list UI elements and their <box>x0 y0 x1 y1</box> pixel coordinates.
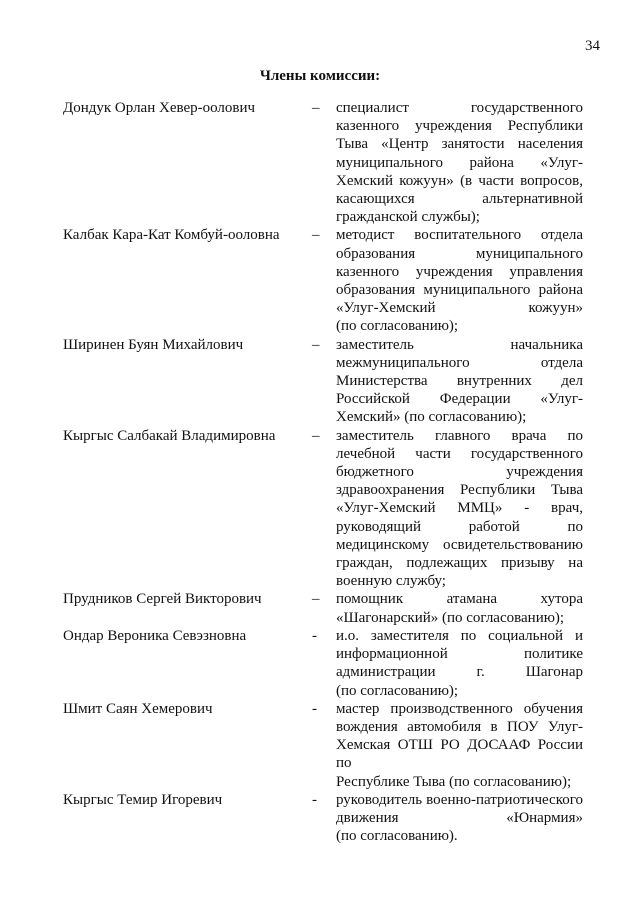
member-entry <box>63 336 583 427</box>
member-dash: - <box>312 791 317 808</box>
member-role <box>336 590 583 626</box>
member-entry <box>63 99 583 226</box>
member-role-line: (по согласованию); <box>336 682 459 699</box>
member-role-line: «Улуг-Хемский ММЦ» - врач, <box>336 500 583 517</box>
member-role-line: информационной политике <box>336 646 583 663</box>
member-role-line: вождения автомобиля в ПОУ Улуг- <box>336 718 583 735</box>
member-role-line: бюджетного учреждения <box>336 464 583 481</box>
member-dash: – <box>312 100 320 116</box>
member-role-line: и.о. заместителя по социальной и <box>336 627 583 644</box>
member-entry <box>63 427 583 591</box>
member-role-line: касающихся альтернативной <box>336 191 583 208</box>
member-role-line: межмуниципального отдела <box>336 354 583 371</box>
member-role-line: Хемская ОТШ РО ДОСААФ России по <box>336 737 583 772</box>
member-role-line: Хемский кожуун» (в части вопросов, <box>336 172 583 189</box>
member-role-line: казенного учреждения Республики <box>336 118 583 135</box>
member-role-line: «Шагонарский» (по согласованию); <box>336 609 565 626</box>
member-role-line: специалист государственного <box>336 100 583 116</box>
member-role-line: казенного учреждения управления <box>336 263 583 280</box>
member-dash: – <box>312 336 320 353</box>
member-entry <box>63 627 583 700</box>
member-role-line: заместитель главного врача по <box>336 427 583 444</box>
member-role-line: «Улуг-Хемский кожуун» <box>336 300 583 317</box>
member-role-line: Хемский» (по согласованию); <box>336 409 527 426</box>
member-name: Шмит Саян Хемерович <box>63 700 213 717</box>
member-entry <box>63 791 583 846</box>
member-role <box>336 627 583 700</box>
member-name: Кыргыс Салбакай Владимировна <box>63 427 276 444</box>
member-role-line: мастер производственного обучения <box>336 700 583 717</box>
member-role <box>336 99 583 226</box>
member-role-line: руководящий работой по <box>336 518 583 535</box>
member-role <box>336 791 583 846</box>
member-name: Ширинен Буян Михайлович <box>63 336 244 353</box>
member-role-line: (по согласованию); <box>336 318 459 335</box>
page-number: 34 <box>585 38 600 54</box>
member-entry <box>63 700 583 791</box>
member-role <box>336 336 583 427</box>
member-role <box>336 427 583 591</box>
member-name: Дондук Орлан Хевер-оолович <box>63 100 256 116</box>
member-role-line: муниципального района «Улуг- <box>336 154 583 171</box>
member-role-line: Тыва «Центр занятости населения <box>336 136 583 153</box>
member-role-line: образования муниципального <box>336 245 583 262</box>
member-role-line: движения «Юнармия» <box>336 809 583 826</box>
member-role-line: Российской Федерации «Улуг- <box>336 391 583 408</box>
member-name: Прудников Сергей Викторович <box>63 591 262 608</box>
member-role-line: гражданской службы); <box>336 209 480 226</box>
member-role-line: медицинскому освидетельствованию <box>336 536 583 553</box>
member-role-line: методист воспитательного отдела <box>336 227 583 244</box>
member-entry <box>63 226 583 335</box>
member-role-line: Республике Тыва (по согласованию); <box>336 773 572 790</box>
member-role-line: военную службу; <box>336 573 446 590</box>
member-role <box>336 700 583 791</box>
member-dash: – <box>312 591 320 608</box>
member-role-line: лечебной части государственного <box>336 445 583 462</box>
member-role-line: администрации г. Шагонар <box>336 664 583 681</box>
member-name: Ондар Вероника Севэзновна <box>63 627 247 644</box>
member-role-line: помощник атамана хутора <box>336 591 583 608</box>
member-name: Калбак Кара-Кат Комбуй-ооловна <box>63 227 280 244</box>
section-heading: Члены комиссии: <box>259 68 381 84</box>
member-role-line: руководитель военно-патриотического <box>336 791 583 808</box>
member-role-line: (по согласованию). <box>336 828 458 845</box>
member-dash: - <box>312 627 317 644</box>
member-entry <box>63 590 583 626</box>
member-role-line: здравоохранения Республики Тыва <box>336 482 583 499</box>
members-list <box>63 99 583 845</box>
member-role <box>336 226 583 335</box>
member-role-line: Министерства внутренних дел <box>336 373 583 390</box>
member-role-line: образования муниципального района <box>336 282 583 299</box>
member-role-line: заместитель начальника <box>336 336 583 353</box>
member-role-line: граждан, подлежащих призыву на <box>336 555 583 572</box>
member-name: Кыргыс Темир Игоревич <box>63 791 223 808</box>
member-dash: – <box>312 227 320 244</box>
member-dash: – <box>312 427 320 444</box>
member-dash: - <box>312 700 317 717</box>
